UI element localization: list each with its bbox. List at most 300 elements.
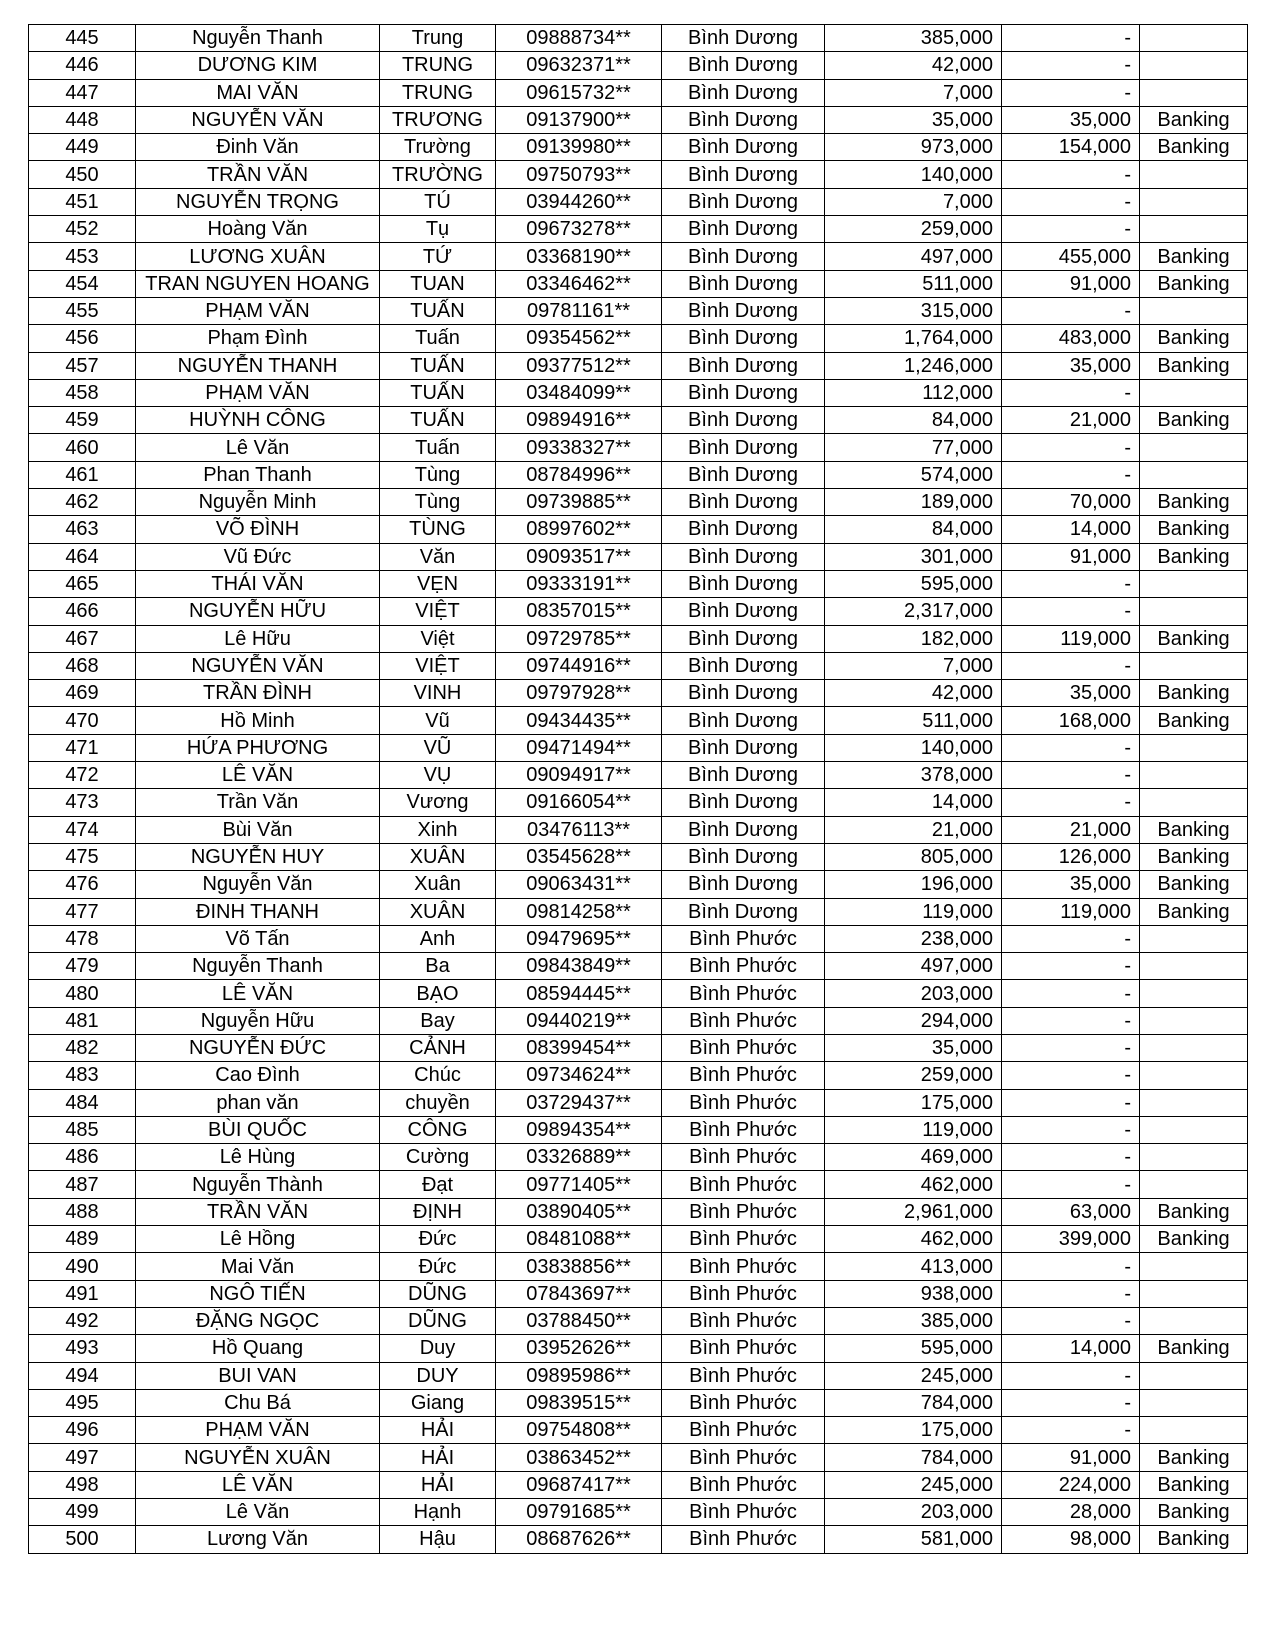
cell-paid-amount: 91,000 — [1002, 1444, 1140, 1471]
cell-last-middle-name: NGUYỄN TRỌNG — [136, 188, 380, 215]
table-row — [29, 489, 1248, 516]
table-row — [29, 1116, 1248, 1143]
cell-paid-amount: 154,000 — [1002, 134, 1140, 161]
cell-first-name: XUÂN — [380, 898, 496, 925]
cell-first-name: Đức — [380, 1226, 496, 1253]
cell-last-middle-name: Trần Văn — [136, 789, 380, 816]
table-row — [29, 598, 1248, 625]
table-row — [29, 871, 1248, 898]
cell-phone: 09750793** — [496, 161, 662, 188]
table-row — [29, 789, 1248, 816]
cell-index: 471 — [29, 734, 136, 761]
cell-amount: 497,000 — [825, 953, 1002, 980]
cell-first-name: VINH — [380, 680, 496, 707]
cell-paid-amount: - — [1002, 188, 1140, 215]
cell-phone: 03368190** — [496, 243, 662, 270]
cell-amount: 77,000 — [825, 434, 1002, 461]
cell-province: Bình Dương — [662, 134, 825, 161]
cell-phone: 08399454** — [496, 1034, 662, 1061]
cell-last-middle-name: Nguyễn Minh — [136, 489, 380, 516]
cell-index: 493 — [29, 1335, 136, 1362]
cell-province: Bình Dương — [662, 270, 825, 297]
cell-amount: 378,000 — [825, 762, 1002, 789]
cell-phone: 08997602** — [496, 516, 662, 543]
cell-province: Bình Dương — [662, 407, 825, 434]
table-row — [29, 1362, 1248, 1389]
cell-last-middle-name: Hồ Quang — [136, 1335, 380, 1362]
cell-payment-method: Banking — [1140, 243, 1248, 270]
cell-amount: 238,000 — [825, 925, 1002, 952]
cell-paid-amount: - — [1002, 1116, 1140, 1143]
table-row — [29, 1007, 1248, 1034]
cell-last-middle-name: BUI VAN — [136, 1362, 380, 1389]
cell-first-name: Hạnh — [380, 1499, 496, 1526]
cell-index: 486 — [29, 1144, 136, 1171]
cell-last-middle-name: HỨA PHƯƠNG — [136, 734, 380, 761]
cell-last-middle-name: Bùi Văn — [136, 816, 380, 843]
cell-index: 496 — [29, 1417, 136, 1444]
cell-province: Bình Phước — [662, 1362, 825, 1389]
cell-paid-amount: 28,000 — [1002, 1499, 1140, 1526]
cell-province: Bình Dương — [662, 352, 825, 379]
cell-index: 498 — [29, 1471, 136, 1498]
cell-payment-method: Banking — [1140, 898, 1248, 925]
table-row — [29, 1144, 1248, 1171]
cell-paid-amount: - — [1002, 598, 1140, 625]
cell-last-middle-name: TRẦN VĂN — [136, 161, 380, 188]
cell-payment-method: Banking — [1140, 707, 1248, 734]
cell-phone: 09734624** — [496, 1062, 662, 1089]
cell-paid-amount: - — [1002, 652, 1140, 679]
cell-first-name: Bay — [380, 1007, 496, 1034]
cell-last-middle-name: Nguyễn Hữu — [136, 1007, 380, 1034]
cell-province: Bình Phước — [662, 1417, 825, 1444]
cell-first-name: VŨ — [380, 734, 496, 761]
cell-province: Bình Phước — [662, 1253, 825, 1280]
cell-phone: 09744916** — [496, 652, 662, 679]
cell-payment-method — [1140, 925, 1248, 952]
cell-amount: 595,000 — [825, 1335, 1002, 1362]
cell-paid-amount: - — [1002, 1171, 1140, 1198]
data-table — [28, 24, 1248, 1554]
cell-amount: 1,764,000 — [825, 325, 1002, 352]
cell-payment-method — [1140, 188, 1248, 215]
cell-last-middle-name: Phạm Đình — [136, 325, 380, 352]
cell-province: Bình Dương — [662, 625, 825, 652]
cell-phone: 03545628** — [496, 843, 662, 870]
cell-payment-method: Banking — [1140, 1335, 1248, 1362]
cell-last-middle-name: Phan Thanh — [136, 461, 380, 488]
cell-paid-amount: 35,000 — [1002, 106, 1140, 133]
cell-phone: 09632371** — [496, 52, 662, 79]
cell-last-middle-name: LÊ VĂN — [136, 980, 380, 1007]
cell-paid-amount: 455,000 — [1002, 243, 1140, 270]
cell-province: Bình Phước — [662, 1034, 825, 1061]
cell-paid-amount: - — [1002, 980, 1140, 1007]
cell-paid-amount: - — [1002, 1144, 1140, 1171]
cell-phone: 09333191** — [496, 570, 662, 597]
cell-phone: 09894916** — [496, 407, 662, 434]
table-row — [29, 297, 1248, 324]
table-row — [29, 1034, 1248, 1061]
cell-phone: 03326889** — [496, 1144, 662, 1171]
cell-province: Bình Dương — [662, 379, 825, 406]
cell-first-name: DŨNG — [380, 1307, 496, 1334]
cell-province: Bình Dương — [662, 898, 825, 925]
cell-first-name: VẸN — [380, 570, 496, 597]
cell-last-middle-name: Lương Văn — [136, 1526, 380, 1553]
table-row — [29, 325, 1248, 352]
table-row — [29, 1526, 1248, 1553]
table-row — [29, 625, 1248, 652]
cell-phone: 09888734** — [496, 25, 662, 52]
cell-last-middle-name: TRẦN ĐÌNH — [136, 680, 380, 707]
cell-last-middle-name: PHẠM VĂN — [136, 297, 380, 324]
cell-amount: 462,000 — [825, 1171, 1002, 1198]
cell-province: Bình Dương — [662, 843, 825, 870]
cell-phone: 09673278** — [496, 216, 662, 243]
cell-paid-amount: 14,000 — [1002, 516, 1140, 543]
cell-payment-method — [1140, 79, 1248, 106]
cell-index: 497 — [29, 1444, 136, 1471]
cell-amount: 784,000 — [825, 1444, 1002, 1471]
table-body — [29, 25, 1248, 1554]
cell-province: Bình Phước — [662, 1307, 825, 1334]
cell-province: Bình Dương — [662, 297, 825, 324]
cell-amount: 42,000 — [825, 52, 1002, 79]
cell-paid-amount: 399,000 — [1002, 1226, 1140, 1253]
cell-index: 476 — [29, 871, 136, 898]
cell-province: Bình Dương — [662, 161, 825, 188]
table-row — [29, 1198, 1248, 1225]
cell-phone: 09434435** — [496, 707, 662, 734]
cell-amount: 805,000 — [825, 843, 1002, 870]
cell-index: 485 — [29, 1116, 136, 1143]
cell-first-name: TRUNG — [380, 52, 496, 79]
cell-phone: 09843849** — [496, 953, 662, 980]
cell-index: 465 — [29, 570, 136, 597]
cell-province: Bình Dương — [662, 762, 825, 789]
cell-amount: 42,000 — [825, 680, 1002, 707]
cell-first-name: HẢI — [380, 1471, 496, 1498]
cell-index: 455 — [29, 297, 136, 324]
cell-payment-method: Banking — [1140, 1198, 1248, 1225]
cell-last-middle-name: VÕ ĐÌNH — [136, 516, 380, 543]
cell-first-name: TUẤN — [380, 297, 496, 324]
cell-phone: 07843697** — [496, 1280, 662, 1307]
table-row — [29, 543, 1248, 570]
cell-last-middle-name: NGÔ TIẾN — [136, 1280, 380, 1307]
cell-last-middle-name: Võ Tấn — [136, 925, 380, 952]
table-row — [29, 980, 1248, 1007]
cell-phone: 09771405** — [496, 1171, 662, 1198]
cell-first-name: TÚ — [380, 188, 496, 215]
cell-phone: 09894354** — [496, 1116, 662, 1143]
cell-last-middle-name: ĐẶNG NGỌC — [136, 1307, 380, 1334]
cell-province: Bình Phước — [662, 1198, 825, 1225]
table-row — [29, 762, 1248, 789]
cell-phone: 09094917** — [496, 762, 662, 789]
cell-amount: 245,000 — [825, 1471, 1002, 1498]
cell-phone: 08687626** — [496, 1526, 662, 1553]
cell-first-name: TUAN — [380, 270, 496, 297]
cell-phone: 09729785** — [496, 625, 662, 652]
cell-last-middle-name: Nguyễn Thanh — [136, 953, 380, 980]
cell-first-name: CÔNG — [380, 1116, 496, 1143]
cell-last-middle-name: NGUYỄN VĂN — [136, 652, 380, 679]
cell-paid-amount: 91,000 — [1002, 543, 1140, 570]
cell-amount: 35,000 — [825, 106, 1002, 133]
cell-paid-amount: 63,000 — [1002, 1198, 1140, 1225]
cell-province: Bình Phước — [662, 953, 825, 980]
cell-paid-amount: - — [1002, 25, 1140, 52]
cell-first-name: DŨNG — [380, 1280, 496, 1307]
cell-phone: 09139980** — [496, 134, 662, 161]
table-row — [29, 1307, 1248, 1334]
cell-paid-amount: - — [1002, 570, 1140, 597]
cell-first-name: HẢI — [380, 1417, 496, 1444]
cell-province: Bình Dương — [662, 707, 825, 734]
cell-paid-amount: 119,000 — [1002, 625, 1140, 652]
cell-province: Bình Dương — [662, 871, 825, 898]
cell-phone: 03346462** — [496, 270, 662, 297]
cell-payment-method — [1140, 1089, 1248, 1116]
cell-payment-method — [1140, 379, 1248, 406]
cell-paid-amount: - — [1002, 1062, 1140, 1089]
cell-amount: 182,000 — [825, 625, 1002, 652]
cell-index: 472 — [29, 762, 136, 789]
cell-payment-method — [1140, 461, 1248, 488]
cell-index: 473 — [29, 789, 136, 816]
table-row — [29, 898, 1248, 925]
cell-paid-amount: 98,000 — [1002, 1526, 1140, 1553]
cell-index: 450 — [29, 161, 136, 188]
cell-amount: 196,000 — [825, 871, 1002, 898]
cell-last-middle-name: NGUYỄN HUY — [136, 843, 380, 870]
cell-phone: 03476113** — [496, 816, 662, 843]
cell-payment-method — [1140, 52, 1248, 79]
cell-phone: 03788450** — [496, 1307, 662, 1334]
cell-first-name: VIỆT — [380, 652, 496, 679]
cell-first-name: Vũ — [380, 707, 496, 734]
cell-phone: 03890405** — [496, 1198, 662, 1225]
cell-last-middle-name: THÁI VĂN — [136, 570, 380, 597]
cell-payment-method: Banking — [1140, 134, 1248, 161]
cell-phone: 09687417** — [496, 1471, 662, 1498]
cell-province: Bình Dương — [662, 25, 825, 52]
cell-phone: 09479695** — [496, 925, 662, 952]
cell-index: 449 — [29, 134, 136, 161]
cell-phone: 09615732** — [496, 79, 662, 106]
cell-paid-amount: - — [1002, 762, 1140, 789]
cell-index: 490 — [29, 1253, 136, 1280]
cell-amount: 938,000 — [825, 1280, 1002, 1307]
cell-last-middle-name: Nguyễn Thanh — [136, 25, 380, 52]
cell-index: 466 — [29, 598, 136, 625]
cell-index: 467 — [29, 625, 136, 652]
cell-phone: 09739885** — [496, 489, 662, 516]
cell-province: Bình Dương — [662, 543, 825, 570]
cell-amount: 973,000 — [825, 134, 1002, 161]
cell-index: 478 — [29, 925, 136, 952]
cell-last-middle-name: LƯƠNG XUÂN — [136, 243, 380, 270]
cell-province: Bình Phước — [662, 1144, 825, 1171]
cell-province: Bình Phước — [662, 1280, 825, 1307]
cell-index: 492 — [29, 1307, 136, 1334]
cell-paid-amount: - — [1002, 925, 1140, 952]
cell-amount: 385,000 — [825, 1307, 1002, 1334]
cell-paid-amount: - — [1002, 1362, 1140, 1389]
cell-first-name: BẠO — [380, 980, 496, 1007]
cell-payment-method — [1140, 161, 1248, 188]
cell-index: 464 — [29, 543, 136, 570]
cell-province: Bình Phước — [662, 1499, 825, 1526]
cell-amount: 175,000 — [825, 1089, 1002, 1116]
cell-province: Bình Dương — [662, 434, 825, 461]
cell-amount: 84,000 — [825, 407, 1002, 434]
cell-amount: 7,000 — [825, 79, 1002, 106]
cell-amount: 140,000 — [825, 161, 1002, 188]
cell-payment-method — [1140, 734, 1248, 761]
cell-first-name: Việt — [380, 625, 496, 652]
cell-province: Bình Dương — [662, 243, 825, 270]
cell-payment-method: Banking — [1140, 843, 1248, 870]
cell-amount: 259,000 — [825, 1062, 1002, 1089]
cell-index: 462 — [29, 489, 136, 516]
cell-amount: 595,000 — [825, 570, 1002, 597]
table-row — [29, 570, 1248, 597]
cell-province: Bình Dương — [662, 461, 825, 488]
cell-payment-method: Banking — [1140, 816, 1248, 843]
cell-amount: 259,000 — [825, 216, 1002, 243]
cell-amount: 84,000 — [825, 516, 1002, 543]
cell-first-name: Xuân — [380, 871, 496, 898]
cell-first-name: HẢI — [380, 1444, 496, 1471]
table-row — [29, 843, 1248, 870]
table-row — [29, 1062, 1248, 1089]
cell-amount: 21,000 — [825, 816, 1002, 843]
cell-paid-amount: - — [1002, 1417, 1140, 1444]
cell-first-name: TRUNG — [380, 79, 496, 106]
cell-paid-amount: - — [1002, 1253, 1140, 1280]
cell-amount: 469,000 — [825, 1144, 1002, 1171]
cell-payment-method — [1140, 598, 1248, 625]
cell-first-name: TUẤN — [380, 352, 496, 379]
cell-phone: 09781161** — [496, 297, 662, 324]
cell-last-middle-name: Lê Văn — [136, 434, 380, 461]
cell-last-middle-name: HUỲNH CÔNG — [136, 407, 380, 434]
cell-province: Bình Dương — [662, 652, 825, 679]
cell-paid-amount: 168,000 — [1002, 707, 1140, 734]
cell-amount: 497,000 — [825, 243, 1002, 270]
cell-paid-amount: 91,000 — [1002, 270, 1140, 297]
cell-paid-amount: 126,000 — [1002, 843, 1140, 870]
cell-amount: 1,246,000 — [825, 352, 1002, 379]
cell-paid-amount: 224,000 — [1002, 1471, 1140, 1498]
cell-first-name: Tùng — [380, 461, 496, 488]
cell-first-name: Tuấn — [380, 325, 496, 352]
table-row — [29, 52, 1248, 79]
cell-index: 446 — [29, 52, 136, 79]
cell-phone: 09093517** — [496, 543, 662, 570]
cell-province: Bình Dương — [662, 570, 825, 597]
cell-amount: 112,000 — [825, 379, 1002, 406]
cell-phone: 09354562** — [496, 325, 662, 352]
cell-index: 487 — [29, 1171, 136, 1198]
cell-index: 470 — [29, 707, 136, 734]
cell-last-middle-name: PHẠM VĂN — [136, 1417, 380, 1444]
cell-amount: 413,000 — [825, 1253, 1002, 1280]
cell-phone: 03729437** — [496, 1089, 662, 1116]
cell-phone: 09791685** — [496, 1499, 662, 1526]
cell-paid-amount: 119,000 — [1002, 898, 1140, 925]
cell-payment-method: Banking — [1140, 543, 1248, 570]
cell-phone: 09440219** — [496, 1007, 662, 1034]
cell-province: Bình Dương — [662, 816, 825, 843]
cell-paid-amount: - — [1002, 789, 1140, 816]
cell-province: Bình Phước — [662, 980, 825, 1007]
cell-last-middle-name: Đinh Văn — [136, 134, 380, 161]
cell-index: 468 — [29, 652, 136, 679]
cell-index: 463 — [29, 516, 136, 543]
cell-first-name: Tùng — [380, 489, 496, 516]
cell-first-name: Đức — [380, 1253, 496, 1280]
cell-province: Bình Phước — [662, 1062, 825, 1089]
table-row — [29, 516, 1248, 543]
cell-paid-amount: 21,000 — [1002, 407, 1140, 434]
cell-paid-amount: - — [1002, 52, 1140, 79]
cell-payment-method: Banking — [1140, 1526, 1248, 1553]
cell-phone: 08481088** — [496, 1226, 662, 1253]
cell-last-middle-name: Hồ Minh — [136, 707, 380, 734]
cell-payment-method — [1140, 1007, 1248, 1034]
table-row — [29, 461, 1248, 488]
cell-amount: 175,000 — [825, 1417, 1002, 1444]
table-row — [29, 953, 1248, 980]
cell-payment-method — [1140, 1307, 1248, 1334]
cell-first-name: Cường — [380, 1144, 496, 1171]
cell-amount: 7,000 — [825, 188, 1002, 215]
cell-paid-amount: 35,000 — [1002, 680, 1140, 707]
cell-phone: 03863452** — [496, 1444, 662, 1471]
cell-amount: 574,000 — [825, 461, 1002, 488]
cell-province: Bình Dương — [662, 680, 825, 707]
cell-province: Bình Phước — [662, 1007, 825, 1034]
cell-paid-amount: - — [1002, 297, 1140, 324]
table-row — [29, 25, 1248, 52]
cell-amount: 462,000 — [825, 1226, 1002, 1253]
cell-payment-method — [1140, 1144, 1248, 1171]
cell-last-middle-name: PHẠM VĂN — [136, 379, 380, 406]
cell-amount: 119,000 — [825, 898, 1002, 925]
cell-paid-amount: 35,000 — [1002, 871, 1140, 898]
cell-first-name: Hậu — [380, 1526, 496, 1553]
cell-paid-amount: - — [1002, 216, 1140, 243]
cell-last-middle-name: DƯƠNG KIM — [136, 52, 380, 79]
cell-first-name: Duy — [380, 1335, 496, 1362]
cell-last-middle-name: ĐINH THANH — [136, 898, 380, 925]
cell-paid-amount: - — [1002, 1307, 1140, 1334]
cell-amount: 511,000 — [825, 707, 1002, 734]
cell-province: Bình Phước — [662, 1526, 825, 1553]
cell-paid-amount: - — [1002, 161, 1140, 188]
cell-province: Bình Phước — [662, 1471, 825, 1498]
cell-payment-method: Banking — [1140, 407, 1248, 434]
cell-paid-amount: - — [1002, 379, 1140, 406]
cell-paid-amount: - — [1002, 734, 1140, 761]
table-row — [29, 407, 1248, 434]
cell-phone: 03838856** — [496, 1253, 662, 1280]
